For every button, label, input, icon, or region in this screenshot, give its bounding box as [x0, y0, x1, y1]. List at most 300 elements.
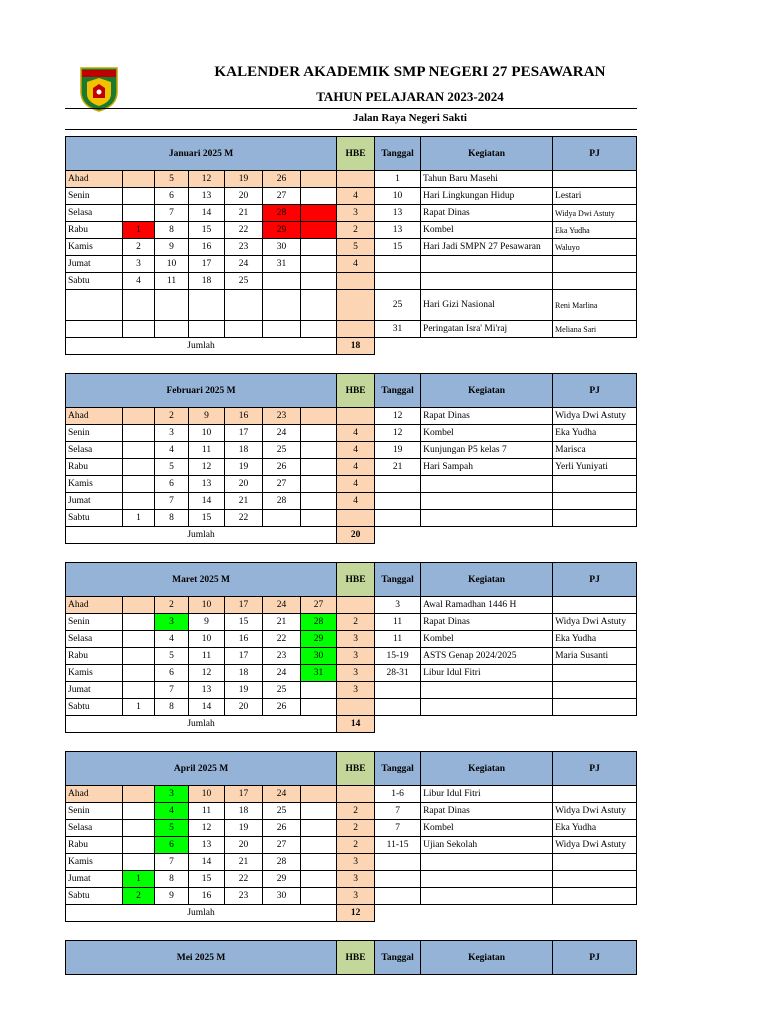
event-pj: [553, 256, 637, 273]
jumlah-label: Jumlah: [66, 905, 337, 922]
date-cell: 29: [263, 222, 301, 239]
event-name: [421, 854, 553, 871]
event-date: [375, 493, 421, 510]
date-cell: [123, 493, 155, 510]
date-cell: 14: [189, 854, 225, 871]
header-divider: [65, 108, 637, 109]
date-cell: 19: [225, 820, 263, 837]
day-name: [66, 321, 123, 338]
date-cell: 4: [155, 803, 189, 820]
hbe-value: 2: [337, 837, 375, 854]
event-name: Rapat Dinas: [421, 614, 553, 631]
hbe-value: [337, 408, 375, 425]
date-cell: 23: [263, 648, 301, 665]
hbe-value: 3: [337, 871, 375, 888]
hbe-value: [337, 321, 375, 338]
date-cell: [263, 290, 301, 321]
event-pj: [553, 871, 637, 888]
calendar-row: [66, 408, 637, 425]
date-cell: 17: [225, 425, 263, 442]
event-name: [421, 493, 553, 510]
calendar-row: [66, 665, 637, 682]
date-cell: [123, 442, 155, 459]
date-cell: 23: [225, 239, 263, 256]
event-pj: [553, 510, 637, 527]
hbe-value: 2: [337, 614, 375, 631]
event-date: [375, 871, 421, 888]
event-pj: Widya Dwi Astuty: [553, 408, 637, 425]
date-cell: [301, 408, 337, 425]
event-name: [421, 256, 553, 273]
date-cell: [301, 273, 337, 290]
date-cell: [301, 493, 337, 510]
date-cell: [123, 171, 155, 188]
tanggal-header: Tanggal: [375, 563, 421, 597]
event-date: 25: [375, 290, 421, 321]
header-divider-bottom: [65, 129, 637, 130]
event-date: [375, 510, 421, 527]
jumlah-value: 12: [337, 905, 375, 922]
event-date: 15-19: [375, 648, 421, 665]
event-pj: [553, 888, 637, 905]
date-cell: 15: [225, 614, 263, 631]
date-cell: 18: [225, 803, 263, 820]
day-name: Sabtu: [66, 510, 123, 527]
date-cell: 15: [189, 871, 225, 888]
event-name: Ujian Sekolah: [421, 837, 553, 854]
calendar-row: [66, 854, 637, 871]
event-date: 11: [375, 614, 421, 631]
date-cell: 7: [155, 854, 189, 871]
calendar-row: [66, 837, 637, 854]
jumlah-row: [66, 716, 637, 733]
date-cell: [123, 854, 155, 871]
date-cell: 7: [155, 493, 189, 510]
event-pj: Widya Dwi Astuty: [553, 803, 637, 820]
event-date: 13: [375, 222, 421, 239]
date-cell: 3: [155, 786, 189, 803]
event-pj: [553, 476, 637, 493]
tanggal-header: Tanggal: [375, 752, 421, 786]
event-date: 13: [375, 205, 421, 222]
date-cell: 4: [123, 273, 155, 290]
event-date: 1: [375, 171, 421, 188]
event-date: 3: [375, 597, 421, 614]
event-name: Rapat Dinas: [421, 803, 553, 820]
date-cell: 5: [155, 459, 189, 476]
date-cell: 4: [155, 631, 189, 648]
date-cell: 9: [155, 888, 189, 905]
event-date: [375, 888, 421, 905]
hbe-value: 4: [337, 493, 375, 510]
day-name: Ahad: [66, 408, 123, 425]
date-cell: 21: [225, 854, 263, 871]
date-cell: 24: [263, 425, 301, 442]
date-cell: 13: [189, 682, 225, 699]
calendar-row: [66, 321, 637, 338]
jumlah-row: [66, 905, 637, 922]
day-name: [66, 290, 123, 321]
day-name: Jumat: [66, 256, 123, 273]
date-cell: 29: [301, 631, 337, 648]
day-name: Rabu: [66, 837, 123, 854]
date-cell: 31: [263, 256, 301, 273]
month-name: Maret 2025 M: [66, 563, 337, 597]
date-cell: 19: [225, 171, 263, 188]
date-cell: [123, 837, 155, 854]
event-date: 1-6: [375, 786, 421, 803]
date-cell: 17: [189, 256, 225, 273]
event-name: Kombel: [421, 222, 553, 239]
day-name: Sabtu: [66, 888, 123, 905]
calendar-row: [66, 871, 637, 888]
event-pj: [553, 273, 637, 290]
hbe-value: 2: [337, 222, 375, 239]
event-name: Tahun Baru Masehi: [421, 171, 553, 188]
event-pj: Widya Dwi Astuty: [553, 205, 637, 222]
hbe-value: 3: [337, 888, 375, 905]
date-cell: [123, 631, 155, 648]
hbe-value: 3: [337, 854, 375, 871]
jumlah-spacer: [375, 527, 637, 544]
date-cell: 8: [155, 871, 189, 888]
event-date: [375, 854, 421, 871]
calendar-row: [66, 442, 637, 459]
date-cell: [301, 888, 337, 905]
date-cell: 6: [155, 665, 189, 682]
hbe-value: 3: [337, 682, 375, 699]
date-cell: [123, 321, 155, 338]
date-cell: 24: [263, 786, 301, 803]
event-name: [421, 510, 553, 527]
school-address: Jalan Raya Negeri Sakti: [353, 112, 467, 124]
day-name: Ahad: [66, 597, 123, 614]
month-table: [65, 940, 637, 975]
date-cell: 19: [225, 459, 263, 476]
date-cell: 3: [155, 614, 189, 631]
date-cell: 5: [155, 171, 189, 188]
kegiatan-header: Kegiatan: [421, 374, 553, 408]
date-cell: 13: [189, 476, 225, 493]
date-cell: 19: [225, 682, 263, 699]
day-name: Jumat: [66, 682, 123, 699]
date-cell: 6: [155, 476, 189, 493]
calendar-row: [66, 493, 637, 510]
date-cell: 11: [189, 648, 225, 665]
event-name: Hari Sampah: [421, 459, 553, 476]
page-title: KALENDER AKADEMIK SMP NEGERI 27 PESAWARAN: [214, 64, 606, 80]
month-tables: [65, 136, 637, 993]
date-cell: [263, 273, 301, 290]
event-name: Kombel: [421, 631, 553, 648]
date-cell: 17: [225, 648, 263, 665]
page-header: [0, 0, 768, 132]
date-cell: [301, 321, 337, 338]
jumlah-value: 18: [337, 338, 375, 355]
date-cell: 13: [189, 188, 225, 205]
hbe-value: 4: [337, 425, 375, 442]
date-cell: 24: [225, 256, 263, 273]
month-table: [65, 136, 637, 355]
day-name: Selasa: [66, 631, 123, 648]
event-date: [375, 699, 421, 716]
date-cell: 14: [189, 205, 225, 222]
date-cell: 10: [155, 256, 189, 273]
tanggal-header: Tanggal: [375, 137, 421, 171]
date-cell: 6: [155, 837, 189, 854]
date-cell: [301, 476, 337, 493]
hbe-value: 2: [337, 820, 375, 837]
date-cell: [123, 786, 155, 803]
hbe-value: 4: [337, 442, 375, 459]
date-cell: 22: [225, 871, 263, 888]
date-cell: [123, 803, 155, 820]
calendar-row: [66, 222, 637, 239]
event-pj: Waluyo: [553, 239, 637, 256]
event-pj: Eka Yudha: [553, 631, 637, 648]
date-cell: 5: [155, 820, 189, 837]
event-date: 12: [375, 425, 421, 442]
date-cell: 20: [225, 699, 263, 716]
calendar-row: [66, 476, 637, 493]
month-table: [65, 751, 637, 922]
date-cell: 26: [263, 699, 301, 716]
date-cell: 11: [155, 273, 189, 290]
day-name: Senin: [66, 803, 123, 820]
date-cell: [155, 321, 189, 338]
date-cell: 28: [263, 493, 301, 510]
date-cell: [123, 290, 155, 321]
jumlah-label: Jumlah: [66, 527, 337, 544]
date-cell: 18: [225, 442, 263, 459]
date-cell: [123, 425, 155, 442]
event-pj: Lestari: [553, 188, 637, 205]
date-cell: [263, 321, 301, 338]
event-name: [421, 273, 553, 290]
hbe-value: [337, 171, 375, 188]
date-cell: 20: [225, 188, 263, 205]
calendar-row: [66, 820, 637, 837]
event-pj: Widya Dwi Astuty: [553, 837, 637, 854]
date-cell: 12: [189, 459, 225, 476]
date-cell: [123, 205, 155, 222]
date-cell: [123, 614, 155, 631]
date-cell: 2: [155, 597, 189, 614]
date-cell: 26: [263, 171, 301, 188]
month-name: Mei 2025 M: [66, 941, 337, 975]
date-cell: 1: [123, 699, 155, 716]
tanggal-header: Tanggal: [375, 374, 421, 408]
jumlah-spacer: [375, 338, 637, 355]
event-date: 7: [375, 803, 421, 820]
date-cell: [189, 321, 225, 338]
hbe-value: 3: [337, 631, 375, 648]
kegiatan-header: Kegiatan: [421, 941, 553, 975]
date-cell: [301, 871, 337, 888]
event-date: [375, 273, 421, 290]
event-pj: Eka Yudha: [553, 425, 637, 442]
date-cell: [301, 239, 337, 256]
pj-header: PJ: [553, 941, 637, 975]
event-name: Hari Jadi SMPN 27 Pesawaran: [421, 239, 553, 256]
month-table: [65, 562, 637, 733]
event-pj: Marisca: [553, 442, 637, 459]
date-cell: 14: [189, 699, 225, 716]
event-pj: [553, 682, 637, 699]
date-cell: 9: [189, 614, 225, 631]
event-name: Libur Idul Fitri: [421, 665, 553, 682]
event-name: Rapat Dinas: [421, 408, 553, 425]
day-name: Senin: [66, 425, 123, 442]
date-cell: [301, 222, 337, 239]
date-cell: 28: [263, 205, 301, 222]
date-cell: [123, 648, 155, 665]
calendar-row: [66, 239, 637, 256]
event-name: Awal Ramadhan 1446 H: [421, 597, 553, 614]
day-name: Senin: [66, 614, 123, 631]
calendar-row: [66, 699, 637, 716]
date-cell: 3: [155, 425, 189, 442]
date-cell: 28: [301, 614, 337, 631]
kegiatan-header: Kegiatan: [421, 752, 553, 786]
date-cell: 9: [189, 408, 225, 425]
event-pj: [553, 171, 637, 188]
event-pj: Widya Dwi Astuty: [553, 614, 637, 631]
calendar-row: [66, 614, 637, 631]
date-cell: [301, 786, 337, 803]
date-cell: 2: [123, 888, 155, 905]
hbe-header: HBE: [337, 374, 375, 408]
event-date: 15: [375, 239, 421, 256]
event-date: 28-31: [375, 665, 421, 682]
hbe-header: HBE: [337, 941, 375, 975]
day-name: Ahad: [66, 786, 123, 803]
date-cell: 10: [189, 631, 225, 648]
date-cell: [301, 837, 337, 854]
date-cell: 27: [263, 188, 301, 205]
event-pj: Maria Susanti: [553, 648, 637, 665]
month-table: [65, 373, 637, 544]
calendar-row: [66, 510, 637, 527]
month-name: Februari 2025 M: [66, 374, 337, 408]
calendar-row: [66, 459, 637, 476]
date-cell: [123, 820, 155, 837]
date-cell: 4: [155, 442, 189, 459]
day-name: Rabu: [66, 648, 123, 665]
date-cell: 5: [155, 648, 189, 665]
date-cell: 30: [263, 239, 301, 256]
calendar-row: [66, 205, 637, 222]
date-cell: 16: [225, 631, 263, 648]
date-cell: 17: [225, 597, 263, 614]
date-cell: 23: [263, 408, 301, 425]
calendar-row: [66, 171, 637, 188]
date-cell: 16: [225, 408, 263, 425]
date-cell: [301, 442, 337, 459]
date-cell: 22: [225, 222, 263, 239]
page-subtitle: TAHUN PELAJARAN 2023-2024: [316, 89, 504, 104]
event-name: Libur Idul Fitri: [421, 786, 553, 803]
day-name: Kamis: [66, 239, 123, 256]
hbe-value: [337, 510, 375, 527]
date-cell: 25: [263, 803, 301, 820]
month-name: Januari 2025 M: [66, 137, 337, 171]
hbe-header: HBE: [337, 137, 375, 171]
event-name: ASTS Genap 2024/2025: [421, 648, 553, 665]
pj-header: PJ: [553, 752, 637, 786]
event-date: 11-15: [375, 837, 421, 854]
date-cell: 26: [263, 459, 301, 476]
date-cell: [123, 476, 155, 493]
event-pj: Yerli Yuniyati: [553, 459, 637, 476]
event-date: [375, 256, 421, 273]
calendar-row: [66, 803, 637, 820]
date-cell: 15: [189, 222, 225, 239]
date-cell: 26: [263, 820, 301, 837]
event-pj: [553, 665, 637, 682]
date-cell: [123, 682, 155, 699]
event-name: Kombel: [421, 425, 553, 442]
event-name: Peringatan Isra' Mi'raj: [421, 321, 553, 338]
date-cell: 11: [189, 442, 225, 459]
calendar-row: [66, 256, 637, 273]
event-date: [375, 682, 421, 699]
tanggal-header: Tanggal: [375, 941, 421, 975]
date-cell: 22: [263, 631, 301, 648]
jumlah-row: [66, 527, 637, 544]
event-date: 19: [375, 442, 421, 459]
date-cell: 11: [189, 803, 225, 820]
date-cell: 18: [225, 665, 263, 682]
date-cell: 27: [263, 476, 301, 493]
date-cell: [123, 597, 155, 614]
date-cell: 16: [189, 888, 225, 905]
date-cell: 24: [263, 597, 301, 614]
day-name: Jumat: [66, 871, 123, 888]
calendar-row: [66, 188, 637, 205]
calendar-row: [66, 290, 637, 321]
date-cell: 1: [123, 222, 155, 239]
day-name: Selasa: [66, 442, 123, 459]
event-name: [421, 699, 553, 716]
event-date: 10: [375, 188, 421, 205]
event-pj: [553, 597, 637, 614]
date-cell: 22: [225, 510, 263, 527]
hbe-value: 2: [337, 803, 375, 820]
calendar-row: [66, 425, 637, 442]
event-pj: [553, 699, 637, 716]
date-cell: 2: [155, 408, 189, 425]
day-name: Rabu: [66, 222, 123, 239]
date-cell: [123, 665, 155, 682]
day-name: Jumat: [66, 493, 123, 510]
calendar-row: [66, 597, 637, 614]
event-name: [421, 682, 553, 699]
hbe-value: 3: [337, 205, 375, 222]
day-name: Senin: [66, 188, 123, 205]
day-name: Sabtu: [66, 273, 123, 290]
school-logo: [79, 66, 119, 112]
hbe-value: [337, 290, 375, 321]
event-date: 21: [375, 459, 421, 476]
date-cell: 27: [301, 597, 337, 614]
date-cell: 27: [263, 837, 301, 854]
date-cell: 20: [225, 476, 263, 493]
date-cell: 29: [263, 871, 301, 888]
jumlah-spacer: [375, 905, 637, 922]
date-cell: 12: [189, 820, 225, 837]
date-cell: 25: [225, 273, 263, 290]
